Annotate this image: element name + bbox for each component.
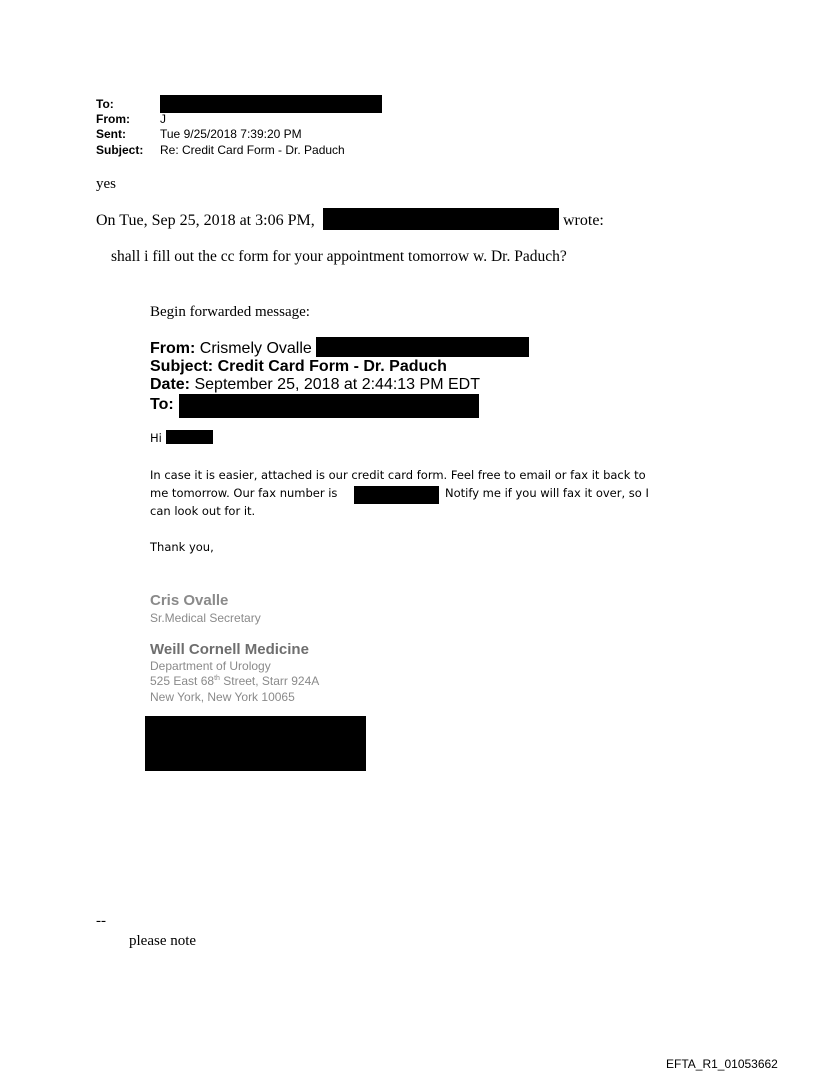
fwd-from-value: Crismely Ovalle xyxy=(199,340,312,357)
sig-title: Sr.Medical Secretary xyxy=(150,611,261,625)
fwd-to-label: To: xyxy=(150,396,174,413)
redacted-sender xyxy=(323,208,559,230)
fwd-date-value: September 25, 2018 at 2:44:13 PM EDT xyxy=(194,376,480,393)
body-line-2a: me tomorrow. Our fax number is xyxy=(150,486,338,500)
fwd-date-label: Date: xyxy=(150,376,191,393)
fwd-from-label: From: xyxy=(150,340,196,357)
redacted-fax xyxy=(354,486,439,504)
body-line-3: can look out for it. xyxy=(150,504,256,518)
quote-intro-suffix: wrote: xyxy=(563,212,604,229)
sig-address: 525 East 68th Street, Starr 924A xyxy=(150,674,320,688)
document-id: EFTA_R1_01053662 xyxy=(666,1057,778,1071)
begin-forwarded: Begin forwarded message: xyxy=(150,304,310,320)
fwd-subject-value: Credit Card Form - Dr. Paduch xyxy=(217,358,447,375)
thanks: Thank you, xyxy=(150,540,214,554)
to-label: To: xyxy=(96,97,114,111)
sig-city: New York, New York 10065 xyxy=(150,690,295,704)
sent-value: Tue 9/25/2018 7:39:20 PM xyxy=(160,127,302,141)
redacted-fwd-email xyxy=(316,337,529,357)
sent-label: Sent: xyxy=(96,127,126,141)
redacted-signature-block xyxy=(145,716,366,771)
subject-value: Re: Credit Card Form - Dr. Paduch xyxy=(160,143,345,157)
quote-intro-prefix: On Tue, Sep 25, 2018 at 3:06 PM, xyxy=(96,212,315,229)
subject-label: Subject: xyxy=(96,143,144,157)
redacted-to xyxy=(160,95,382,113)
reply-text: yes xyxy=(96,176,116,192)
quoted-message: shall i fill out the cc form for your appointment tomorrow w. Dr. Paduch? xyxy=(111,248,567,265)
sig-dept: Department of Urology xyxy=(150,659,271,673)
sig-name: Cris Ovalle xyxy=(150,592,229,609)
please-note: please note xyxy=(129,933,197,949)
body-line-1: In case it is easier, attached is our credit card form. Feel free to email or fax it back to xyxy=(150,468,646,482)
redacted-name xyxy=(166,430,213,444)
fwd-subject-label: Subject: xyxy=(150,358,214,375)
greeting: Hi xyxy=(150,431,162,445)
sig-org: Weill Cornell Medicine xyxy=(150,641,309,658)
from-label: From: xyxy=(96,112,130,126)
body-line-2b: Notify me if you will fax it over, so I xyxy=(445,486,649,500)
redacted-fwd-to xyxy=(179,394,479,418)
from-value: J xyxy=(160,112,166,126)
dashes: -- xyxy=(96,913,106,929)
